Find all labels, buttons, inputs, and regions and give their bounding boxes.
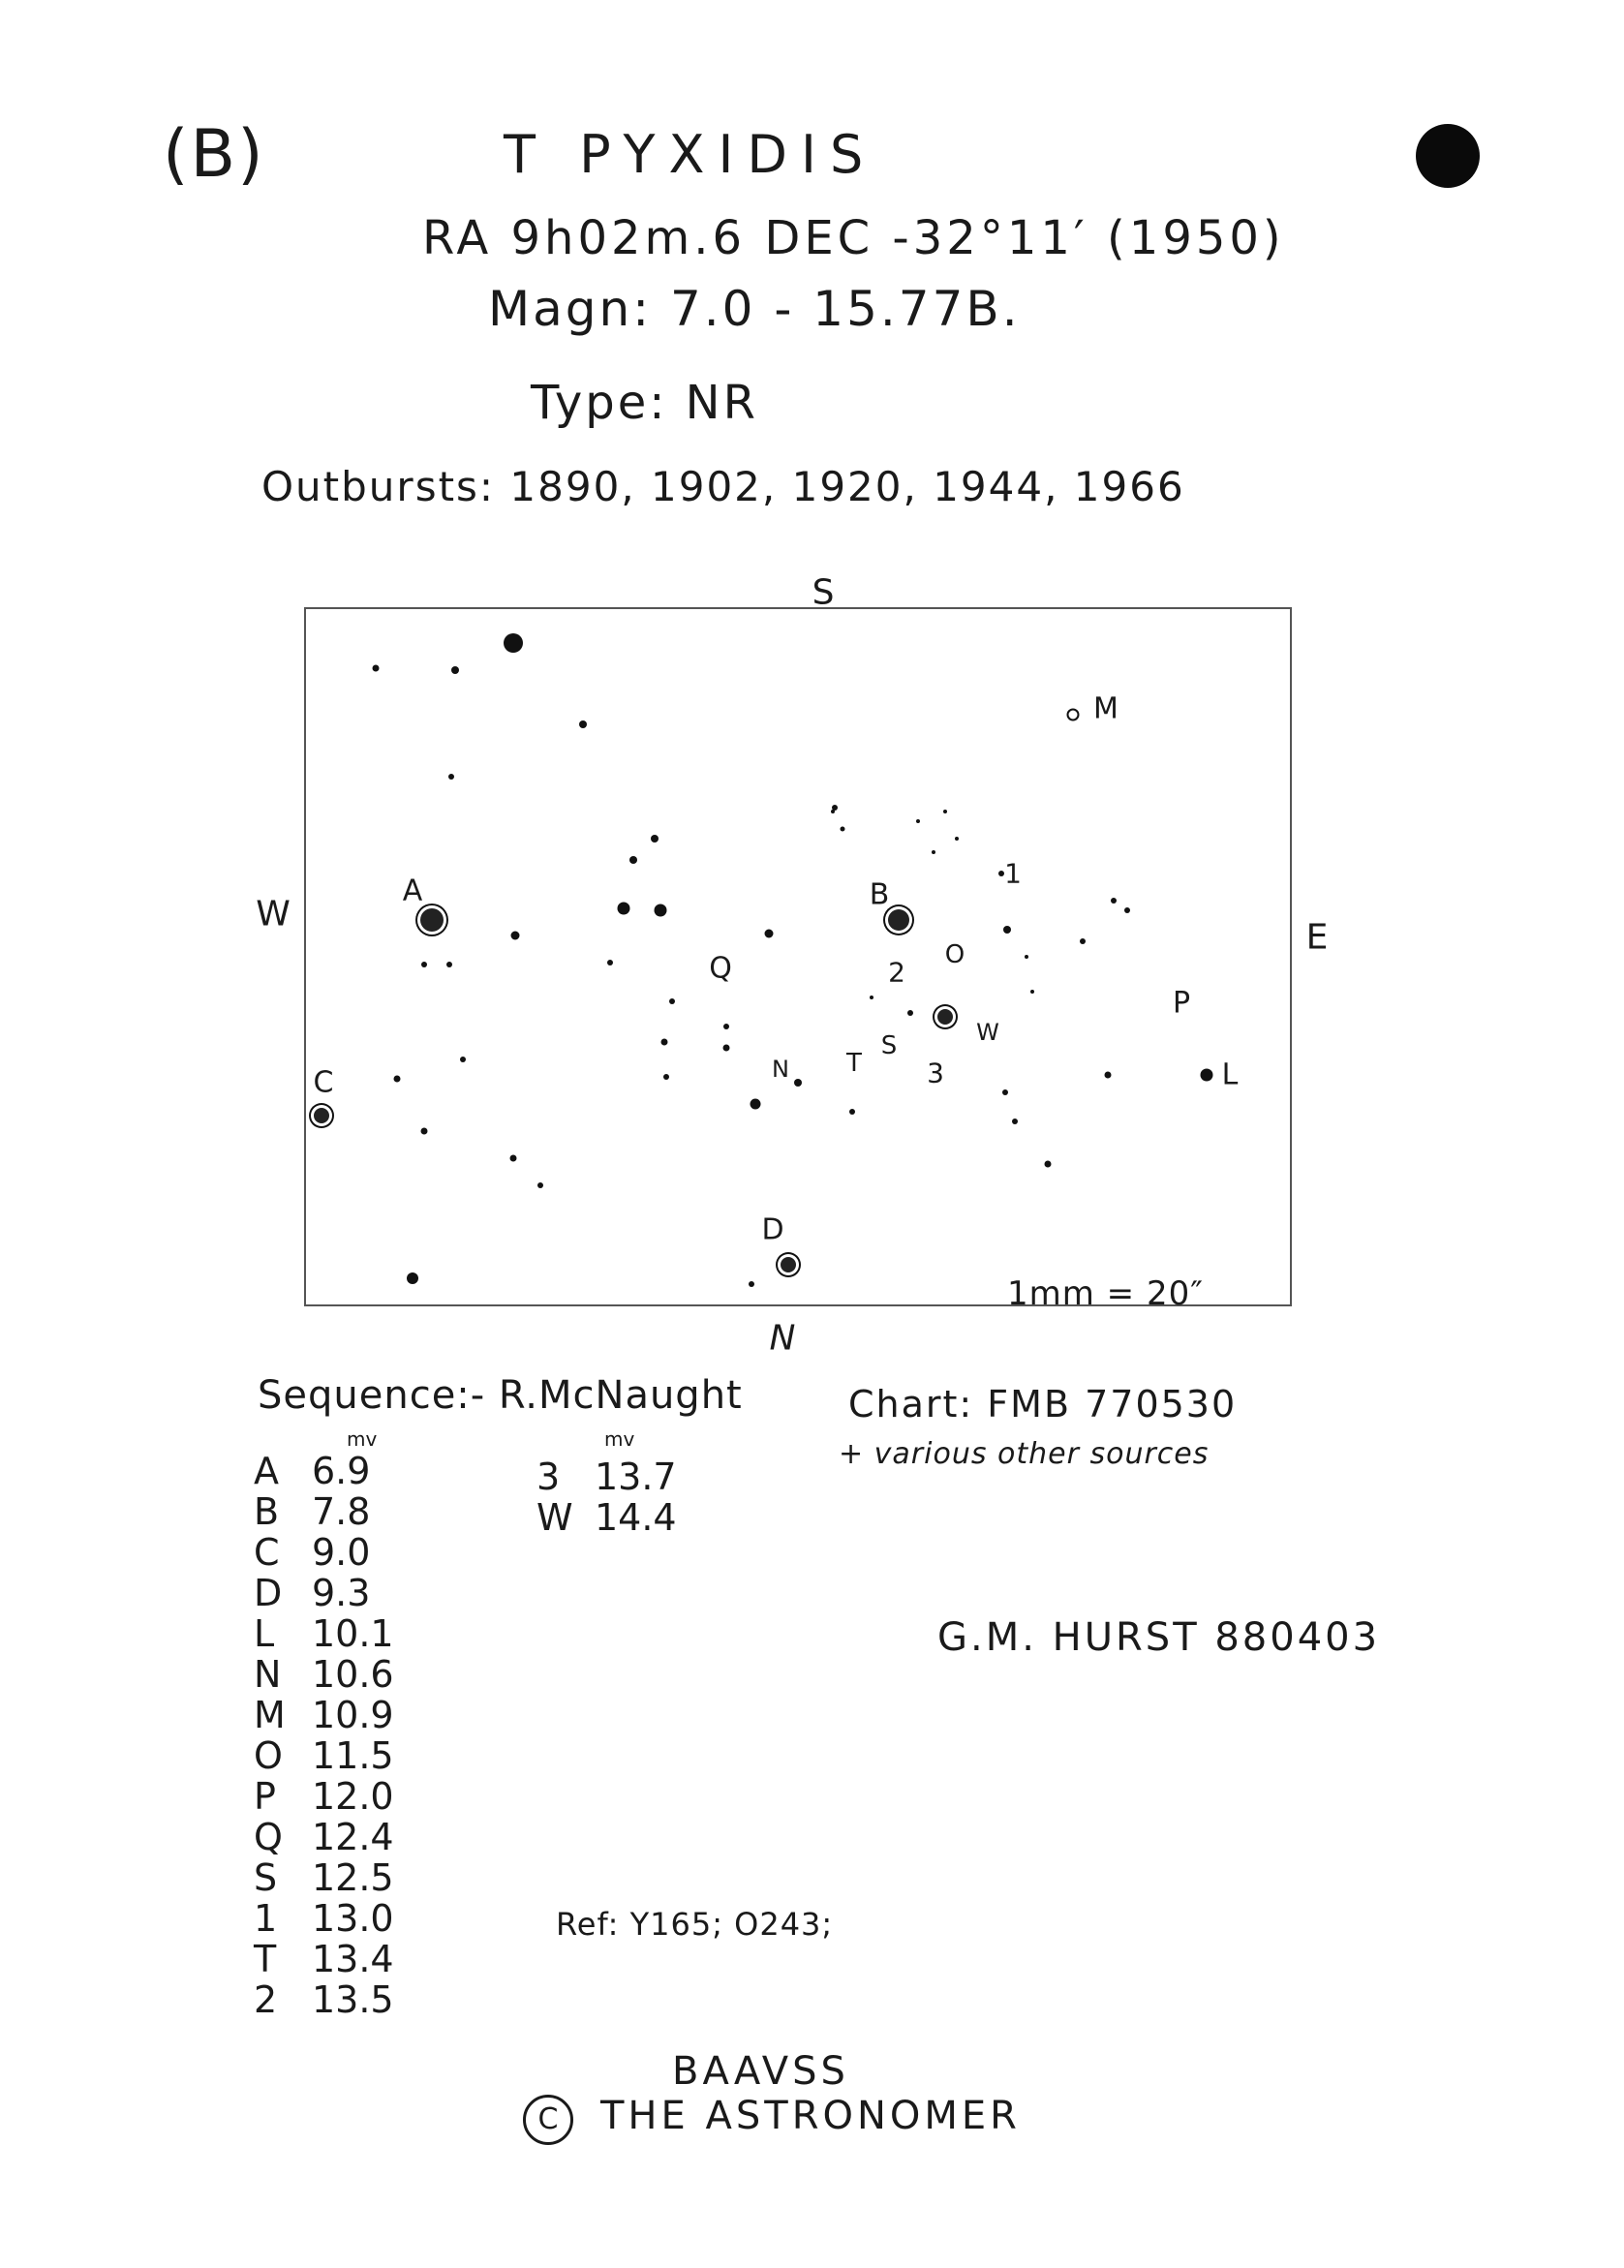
star bbox=[1124, 907, 1130, 913]
copyright-line bbox=[523, 2094, 1021, 2145]
star bbox=[932, 850, 935, 854]
star bbox=[955, 837, 959, 841]
star bbox=[663, 1074, 669, 1080]
star bbox=[373, 665, 380, 672]
organisation: BAAVSS bbox=[672, 2049, 849, 2094]
direction-west: W bbox=[256, 894, 291, 935]
star bbox=[841, 827, 845, 832]
sequence-row: S 12.5 bbox=[254, 1856, 394, 1899]
mv-label-2: mv bbox=[604, 1427, 635, 1451]
star bbox=[661, 1039, 668, 1046]
punch-hole bbox=[1416, 124, 1480, 188]
star bbox=[504, 633, 523, 653]
direction-north: N bbox=[769, 1318, 796, 1359]
sequence-table-2 bbox=[536, 1456, 701, 1538]
panel-label: (B) bbox=[163, 116, 265, 193]
star bbox=[1067, 709, 1080, 721]
chart-label-T: T bbox=[846, 1049, 862, 1078]
chart-label-3: 3 bbox=[927, 1057, 944, 1089]
sequence-row: C 9.0 bbox=[254, 1531, 371, 1574]
sequence-row: W 14.4 bbox=[536, 1496, 677, 1539]
star bbox=[1002, 1089, 1008, 1095]
star bbox=[723, 1045, 730, 1052]
star bbox=[778, 1254, 799, 1275]
chart-label-M: M bbox=[1093, 691, 1118, 726]
star bbox=[870, 996, 873, 999]
star bbox=[537, 1182, 543, 1188]
star bbox=[1080, 938, 1086, 944]
copyright-icon: C bbox=[523, 2095, 573, 2145]
chart-label-2: 2 bbox=[888, 956, 905, 989]
chart-label-Q: Q bbox=[709, 951, 732, 986]
star bbox=[749, 1281, 754, 1287]
star bbox=[629, 856, 637, 864]
author-date: G.M. HURST 880403 bbox=[937, 1615, 1381, 1660]
reference: Ref: Y165; O243; bbox=[556, 1906, 834, 1943]
chart-label-P: P bbox=[1172, 986, 1191, 1021]
chart-label-C: C bbox=[313, 1065, 334, 1100]
sequence-row: 3 13.7 bbox=[536, 1456, 677, 1498]
star bbox=[1045, 1161, 1052, 1168]
star bbox=[651, 835, 659, 843]
star bbox=[510, 1155, 517, 1162]
star bbox=[421, 1128, 428, 1135]
star bbox=[907, 1010, 913, 1016]
magnitude-range: Magn: 7.0 - 15.77B. bbox=[488, 281, 1021, 337]
star bbox=[618, 903, 630, 915]
star bbox=[935, 1006, 956, 1027]
star bbox=[669, 998, 675, 1004]
star bbox=[1003, 926, 1011, 934]
sequence-row: T 13.4 bbox=[254, 1938, 394, 1980]
star bbox=[579, 720, 587, 728]
sequence-row: 2 13.5 bbox=[254, 1978, 394, 2021]
sequence-row: N 10.6 bbox=[254, 1653, 394, 1696]
sequence-row: A 6.9 bbox=[254, 1450, 371, 1492]
chart-label-1: 1 bbox=[1004, 857, 1022, 890]
star bbox=[460, 1057, 466, 1062]
copyright-text: THE ASTRONOMER bbox=[600, 2094, 1021, 2138]
coordinates: RA 9h02m.6 DEC -32°11′ (1950) bbox=[422, 211, 1285, 265]
star bbox=[1105, 1072, 1112, 1079]
star bbox=[916, 819, 920, 823]
star bbox=[849, 1109, 855, 1115]
sequence-table bbox=[254, 1451, 418, 2020]
star bbox=[1030, 990, 1034, 994]
star bbox=[943, 810, 947, 813]
star bbox=[751, 1099, 761, 1110]
star bbox=[1201, 1069, 1213, 1082]
variable-type: Type: NR bbox=[531, 376, 758, 430]
star bbox=[448, 774, 454, 780]
star bbox=[1012, 1119, 1018, 1124]
star bbox=[1025, 955, 1028, 959]
star-chart bbox=[304, 607, 1292, 1306]
chart-label-B: B bbox=[869, 877, 890, 912]
sequence-row: Q 12.4 bbox=[254, 1816, 394, 1858]
chart-scale: 1mm = 20″ bbox=[1007, 1274, 1204, 1313]
star bbox=[511, 932, 520, 940]
sequence-row: O 11.5 bbox=[254, 1734, 394, 1777]
mv-label: mv bbox=[347, 1427, 378, 1451]
sequence-row: L 10.1 bbox=[254, 1612, 394, 1655]
star bbox=[446, 962, 452, 967]
sequence-row: M 10.9 bbox=[254, 1694, 394, 1736]
star bbox=[1111, 898, 1117, 904]
star bbox=[831, 810, 835, 813]
sequence-row: B 7.8 bbox=[254, 1490, 371, 1533]
star bbox=[655, 904, 667, 917]
chart-source: Chart: FMB 770530 bbox=[848, 1383, 1238, 1425]
star bbox=[311, 1105, 332, 1126]
chart-label-A: A bbox=[402, 873, 423, 908]
sequence-row: D 9.3 bbox=[254, 1572, 371, 1614]
direction-south: S bbox=[812, 572, 835, 613]
sequence-row: P 12.0 bbox=[254, 1775, 394, 1818]
chart-label-D: D bbox=[761, 1212, 784, 1247]
star bbox=[451, 666, 459, 674]
chart-label-W: W bbox=[976, 1019, 999, 1046]
direction-east: E bbox=[1305, 917, 1329, 958]
chart-source-2: + various other sources bbox=[839, 1437, 1210, 1471]
sequence-row: 1 13.0 bbox=[254, 1897, 394, 1940]
star bbox=[394, 1076, 401, 1083]
chart-label-N: N bbox=[772, 1056, 789, 1083]
star bbox=[765, 930, 774, 938]
sequence-title: Sequence:- R.McNaught bbox=[258, 1373, 743, 1418]
star bbox=[723, 1024, 729, 1029]
star bbox=[407, 1272, 418, 1284]
chart-label-O: O bbox=[944, 940, 965, 969]
star bbox=[794, 1079, 802, 1087]
outbursts: Outbursts: 1890, 1902, 1920, 1944, 1966 bbox=[261, 463, 1185, 510]
star bbox=[421, 962, 427, 967]
star-name: T PYXIDIS bbox=[504, 124, 877, 185]
star bbox=[417, 905, 446, 935]
star bbox=[607, 960, 613, 965]
chart-label-L: L bbox=[1221, 1057, 1239, 1092]
chart-label-S: S bbox=[880, 1031, 898, 1060]
